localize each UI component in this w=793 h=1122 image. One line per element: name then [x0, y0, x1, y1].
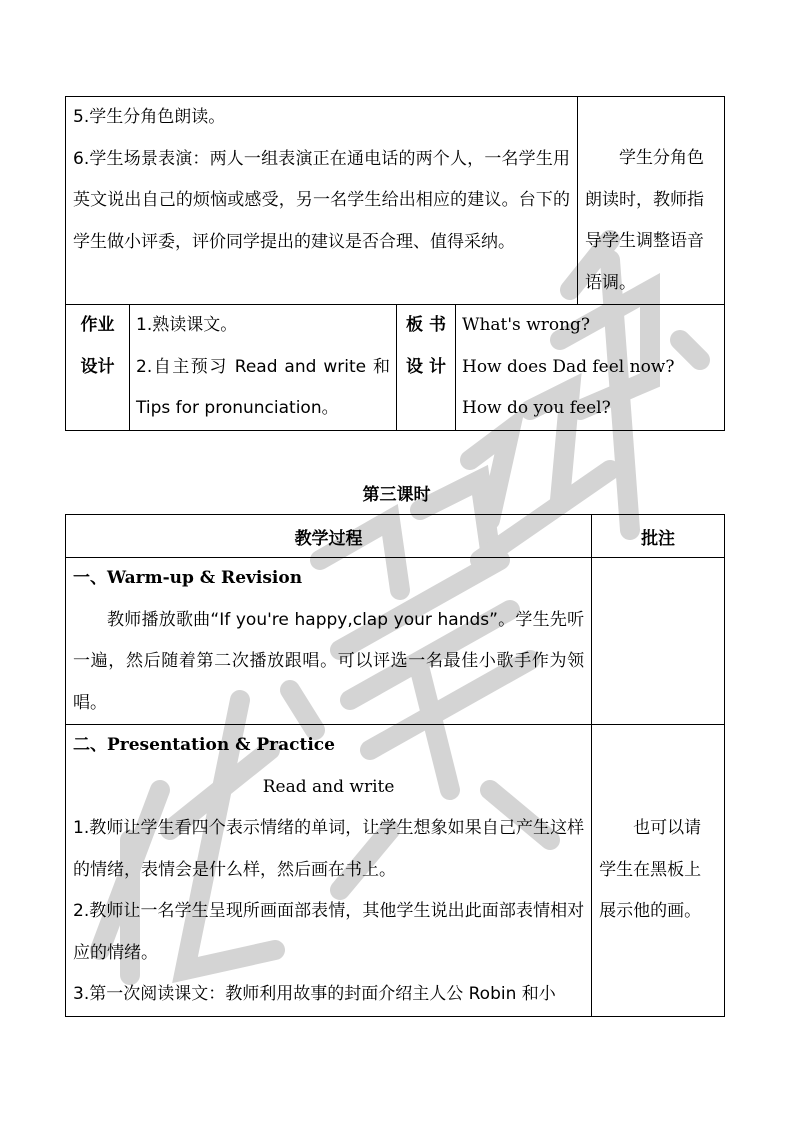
presentation-item-2: 2.教师让一名学生呈现所画面部表情，其他学生说出此面部表情相对应的情绪。 [73, 901, 585, 963]
header-note-cell [592, 515, 725, 558]
lesson-table-top [65, 96, 725, 431]
presentation-subtitle: Read and write [262, 776, 395, 797]
presentation-note: 也可以请学生在黑板上展示他的画。 [599, 818, 702, 921]
warmup-title: 一、Warm-up & Revision [73, 568, 303, 588]
homework-label-2: 设计 [80, 356, 115, 377]
presentation-item-3: 3.第一次阅读课文：教师利用故事的封面介绍主人公 Robin 和小 [73, 984, 556, 1004]
header-process-cell [66, 515, 592, 558]
presentation-note-cell [592, 725, 725, 1017]
note-cell [578, 97, 725, 305]
process-cell [66, 97, 578, 305]
process-line-5: 5.学生分角色朗读。 [73, 107, 226, 127]
homework-item-2: 2.自主预习 Read and write 和 Tips for pronunciation。 [136, 356, 390, 418]
board-cell [456, 305, 725, 431]
presentation-title: 二、Presentation & Practice [73, 735, 335, 755]
board-label-2: 设 计 [406, 356, 446, 377]
homework-item-1: 1.熟读课文。 [136, 315, 238, 335]
board-label-1: 板 书 [406, 315, 446, 335]
header-note: 批注 [641, 528, 676, 549]
board-line-1: What's wrong? [462, 315, 591, 335]
presentation-item-1: 1.教师让学生看四个表示情绪的单词，让学生想象如果自己产生这样的情绪，表情会是什么样，然后画在书上。 [73, 818, 585, 880]
note-text: 学生分角色朗读时，教师指导学生调整语音语调。 [585, 148, 704, 293]
warmup-note-cell [592, 558, 725, 725]
presentation-cell [66, 725, 592, 1017]
warmup-cell [66, 558, 592, 725]
lesson-title: 第三课时 [362, 485, 431, 505]
process-line-6: 6.学生场景表演：两人一组表演正在通电话的两个人，一名学生用英文说出自己的烦恼或感受，另一名学生给出相应的建议。台下的学生做小评委，评价同学提出的建议是否合理、值得采纳。 [73, 148, 570, 252]
homework-cell [130, 305, 397, 431]
warmup-text: 教师播放歌曲“If you're happy,clap your hands”。学生先听一遍，然后随着第二次播放跟唱。可以评选一名最佳小歌手作为领唱。 [73, 609, 585, 713]
board-line-2: How does Dad feel now? [462, 356, 675, 377]
board-label-cell [397, 305, 456, 431]
lesson-table-bottom [65, 514, 725, 1017]
header-process: 教学过程 [294, 528, 363, 549]
homework-label-cell [66, 305, 130, 431]
homework-label-1: 作业 [80, 315, 115, 335]
board-line-3: How do you feel? [462, 398, 611, 418]
